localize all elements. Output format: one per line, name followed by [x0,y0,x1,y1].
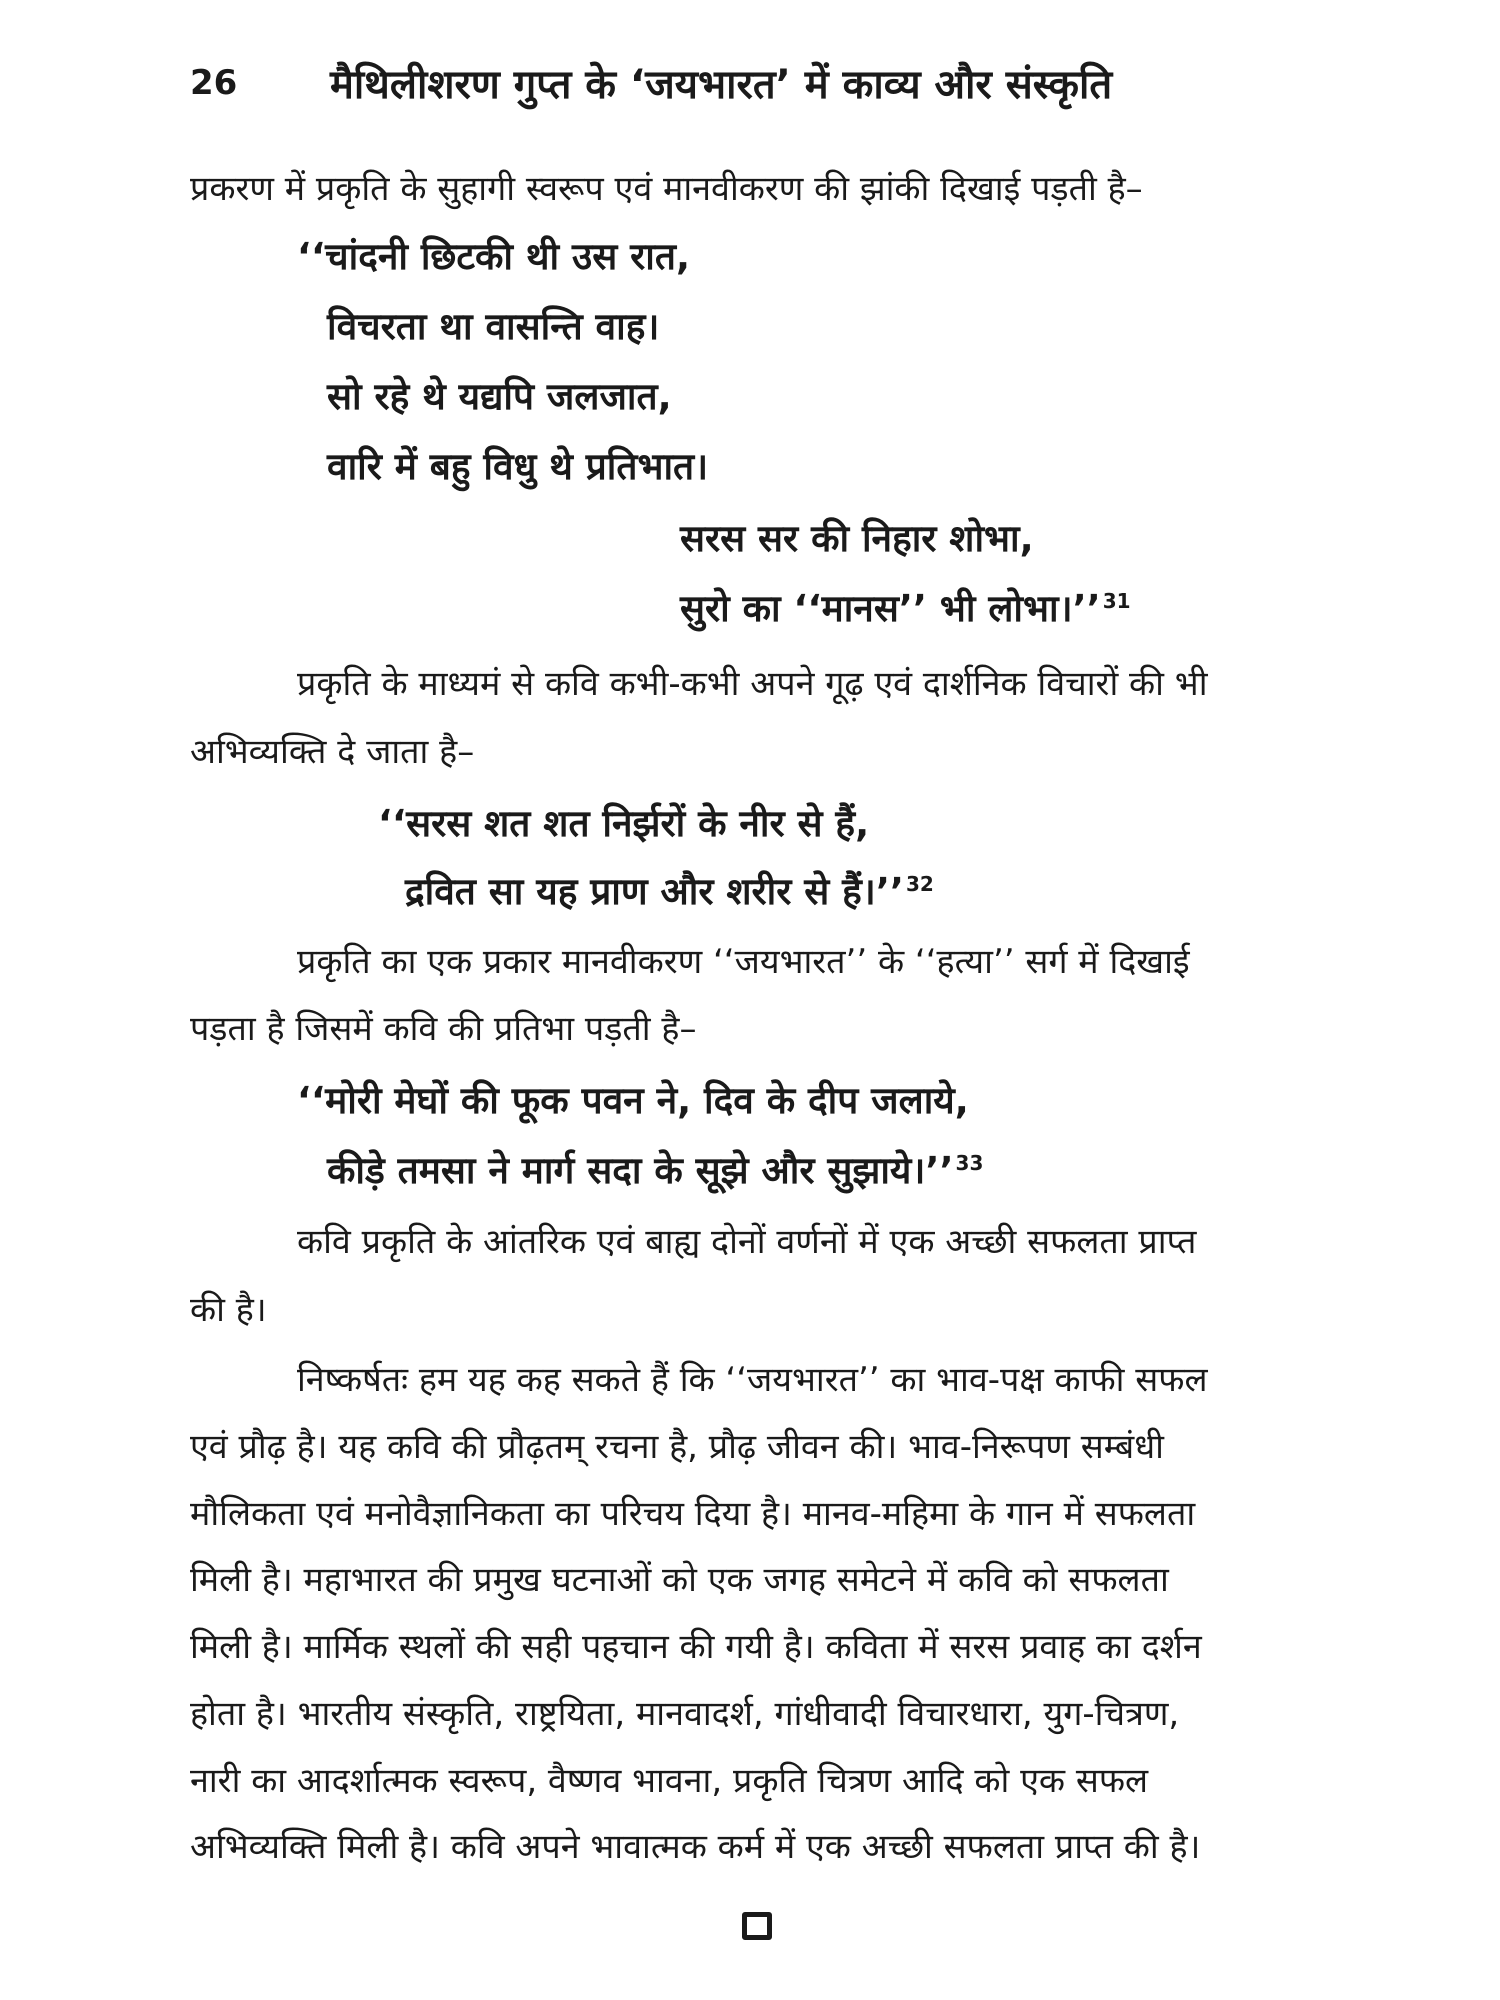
paragraph-line: प्रकृति के माध्यमं से कवि कभी-कभी अपने गूढ़ एवं दार्शनिक विचारों की भी [297,664,1208,704]
page-header [190,55,1320,115]
paragraph-line: कवि प्रकृति के आंतरिक एवं बाह्य दोनों वर्णनों में एक अच्छी सफलता प्राप्त [297,1222,1197,1262]
paragraph-line: अभिव्यक्ति दे जाता है– [190,732,475,772]
verse-line [405,870,934,913]
paragraph-line: निष्कर्षतः हम यह कह सकते हैं कि ‘‘जयभारत’’ का भाव-पक्ष काफी सफल [297,1360,1208,1400]
footnote-marker: 32 [905,871,934,896]
paragraph-line: मिली है। मार्मिक स्थलों की सही पहचान की गयी है। कविता में सरस प्रवाह का दर्शन [190,1627,1202,1667]
verse-line: वारि में बहु विधु थे प्रतिभात। [327,445,709,488]
paragraph-line: की है। [190,1290,267,1330]
verse-line: सरस सर की निहार शोभा, [680,517,1034,560]
paragraph-line: मौलिकता एवं मनोवैज्ञानिकता का परिचय दिया है। मानव-महिमा के गान में सफलता [190,1494,1196,1534]
verse-text: द्रवित सा यह प्राण और शरीर से हैं।’’ [405,870,904,913]
paragraph-line: पड़ता है जिसमें कवि की प्रतिभा पड़ती है– [190,1009,697,1049]
verse-line: ‘‘चांदनी छिटकी थी उस रात, [297,235,691,278]
verse-line: विचरता था वासन्ति वाह। [327,305,660,348]
verse-line [680,587,1131,630]
verse-text: कीड़े तमसा ने मार्ग सदा के सूझे और सुझाये।’’ [327,1149,954,1192]
verse-line: ‘‘सरस शत शत निर्झरों के नीर से हैं, [378,802,870,845]
end-of-section-mark-icon [742,1912,772,1940]
verse-text: सुरो का ‘‘मानस’’ भी लोभा।’’ [680,587,1101,630]
paragraph-line: मिली है। महाभारत की प्रमुख घटनाओं को एक जगह समेटने में कवि को सफलता [190,1560,1169,1600]
page-number: 26 [190,63,238,103]
paragraph-line: नारी का आदर्शात्मक स्वरूप, वैष्णव भावना, प्रकृति चित्रण आदि को एक सफल [190,1761,1149,1801]
paragraph-line: होता है। भारतीय संस्कृति, राष्ट्रयिता, मानवादर्श, गांधीवादी विचारधारा, युग-चित्रण, [190,1694,1180,1734]
paragraph-line: एवं प्रौढ़ है। यह कवि की प्रौढ़तम् रचना है, प्रौढ़ जीवन की। भाव-निरूपण सम्बंधी [190,1427,1164,1467]
verse-line: सो रहे थे यद्यपि जलजात, [327,375,672,418]
running-title: मैथिलीशरण गुप्त के ‘जयभारत’ में काव्य और संस्कृति [330,62,1113,108]
footnote-marker: 33 [955,1150,984,1175]
paragraph-line: प्रकृति का एक प्रकार मानवीकरण ‘‘जयभारत’’ के ‘‘हत्या’’ सर्ग में दिखाई [297,942,1190,982]
verse-line: ‘‘मोरी मेघों की फूक पवन ने, दिव के दीप जलाये, [297,1079,969,1122]
paragraph-line: प्रकरण में प्रकृति के सुहागी स्वरूप एवं मानवीकरण की झांकी दिखाई पड़ती है– [190,169,1143,209]
paragraph-line: अभिव्यक्ति मिली है। कवि अपने भावात्मक कर्म में एक अच्छी सफलता प्राप्त की है। [190,1827,1201,1867]
footnote-marker: 31 [1102,588,1131,613]
verse-line [327,1149,984,1192]
